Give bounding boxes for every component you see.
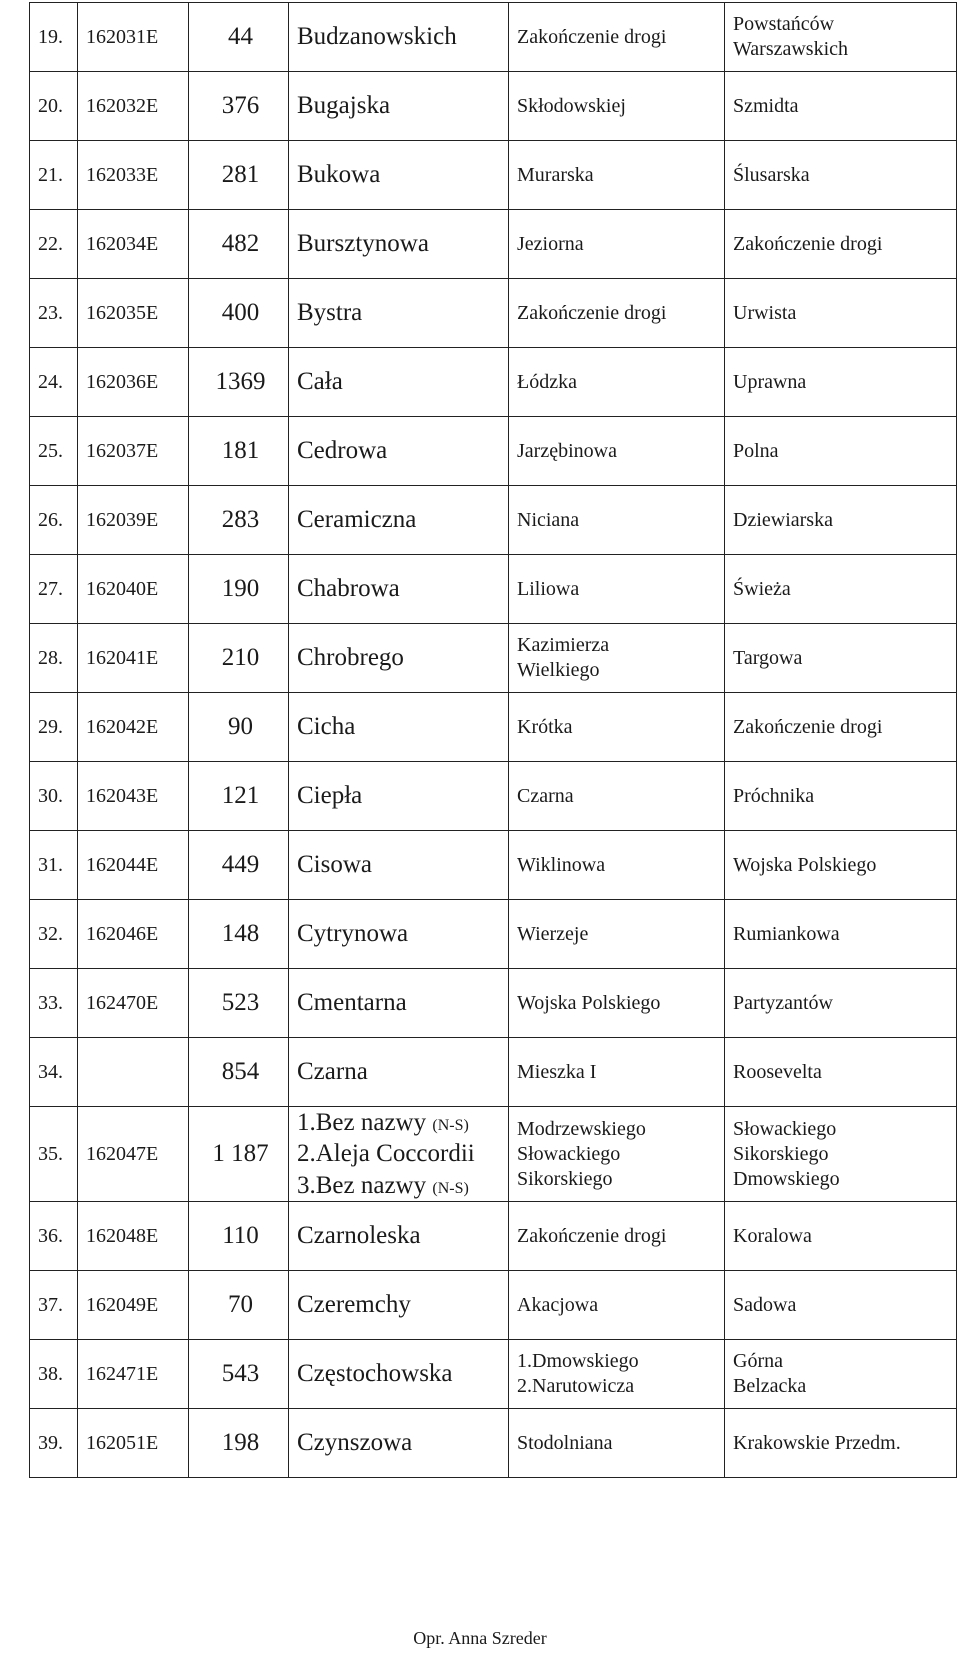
- street-name: [289, 1340, 509, 1409]
- street-name: [289, 693, 509, 762]
- street-name: [289, 486, 509, 555]
- road-start: [509, 72, 725, 141]
- road-end-line: Powstańców: [733, 13, 835, 35]
- road-length: 376: [189, 72, 289, 141]
- road-end-line: Partyzantów: [733, 991, 833, 1014]
- road-start: [509, 1202, 725, 1271]
- road-length: 1369: [189, 348, 289, 417]
- table-row: [30, 555, 957, 624]
- row-number: 34.: [30, 1038, 78, 1107]
- row-number: 30.: [30, 762, 78, 831]
- street-name-line: Cała: [297, 368, 343, 396]
- road-length: 523: [189, 969, 289, 1038]
- road-length: 198: [189, 1409, 289, 1478]
- road-number: 162037E: [78, 417, 189, 486]
- street-name-line: Bursztynowa: [297, 230, 429, 258]
- table-row: [30, 762, 957, 831]
- table-row: [30, 141, 957, 210]
- row-number: 21.: [30, 141, 78, 210]
- road-start-line: Wielkiego: [517, 659, 600, 681]
- road-end-line: Urwista: [733, 301, 797, 324]
- road-start-line: Niciana: [517, 508, 580, 531]
- table-row: [30, 210, 957, 279]
- street-name: [289, 1107, 509, 1202]
- street-name: [289, 900, 509, 969]
- table-row: [30, 3, 957, 72]
- street-name: [289, 141, 509, 210]
- road-start-line: Kazimierza: [517, 634, 610, 656]
- road-start: [509, 1038, 725, 1107]
- table-row: [30, 900, 957, 969]
- road-length: 70: [189, 1271, 289, 1340]
- road-start-line: Krótka: [517, 715, 573, 738]
- road-end: [725, 348, 957, 417]
- table-row: [30, 1202, 957, 1271]
- row-number: 36.: [30, 1202, 78, 1271]
- road-start: [509, 348, 725, 417]
- road-number: 162048E: [78, 1202, 189, 1271]
- street-name-line: Cytrynowa: [297, 920, 409, 948]
- road-start-line: Wierzeje: [517, 922, 589, 945]
- road-end-line: Ślusarska: [733, 163, 810, 186]
- table-row: [30, 486, 957, 555]
- street-name-line: Czeremchy: [297, 1291, 411, 1319]
- row-number: 26.: [30, 486, 78, 555]
- table-row: [30, 1271, 957, 1340]
- street-name: [289, 417, 509, 486]
- road-start-line: Modrzewskiego: [517, 1117, 646, 1140]
- road-start: [509, 624, 725, 693]
- row-number: 19.: [30, 3, 78, 72]
- road-start: [509, 486, 725, 555]
- street-name: [289, 624, 509, 693]
- road-start: [509, 693, 725, 762]
- row-number: 25.: [30, 417, 78, 486]
- road-end-line: Polna: [733, 439, 779, 462]
- road-end-line: Słowackiego: [733, 1117, 837, 1140]
- street-name: [289, 762, 509, 831]
- road-start-line: 2.Narutowicza: [517, 1375, 635, 1397]
- road-start-line: Zakończenie drogi: [517, 301, 667, 324]
- street-name: [289, 969, 509, 1038]
- road-end-line: Wojska Polskiego: [733, 853, 877, 876]
- road-start-line: Łódzka: [517, 370, 577, 393]
- road-start: [509, 3, 725, 72]
- road-start-line: Murarska: [517, 163, 594, 186]
- row-number: 28.: [30, 624, 78, 693]
- table-row: [30, 72, 957, 141]
- road-end-line: Koralowa: [733, 1224, 812, 1247]
- road-length: 482: [189, 210, 289, 279]
- road-start-line: Sikorskiego: [517, 1167, 613, 1190]
- street-name: [289, 1202, 509, 1271]
- road-length: 121: [189, 762, 289, 831]
- street-name-line: Ciepła: [297, 782, 363, 810]
- footer-author: Opr. Anna Szreder: [413, 1628, 547, 1648]
- road-end-line: Krakowskie Przedm.: [733, 1431, 901, 1454]
- table-row: [30, 1409, 957, 1478]
- road-end: [725, 1340, 957, 1409]
- road-number: 162471E: [78, 1340, 189, 1409]
- road-end-line: Próchnika: [733, 784, 815, 807]
- road-number: 162043E: [78, 762, 189, 831]
- table-row: [30, 831, 957, 900]
- street-name: [289, 279, 509, 348]
- road-end: [725, 624, 957, 693]
- row-number: 38.: [30, 1340, 78, 1409]
- road-start: [509, 417, 725, 486]
- street-name-line: 1.Bez nazwy (N-S): [297, 1109, 469, 1137]
- road-end: [725, 969, 957, 1038]
- street-name: [289, 348, 509, 417]
- road-number: 162047E: [78, 1107, 189, 1202]
- road-length: 854: [189, 1038, 289, 1107]
- road-start-line: Słowackiego: [517, 1142, 621, 1165]
- direction-note: (N-S): [432, 1117, 469, 1135]
- road-end-line: Dmowskiego: [733, 1167, 840, 1190]
- road-start-line: Stodolniana: [517, 1431, 613, 1454]
- street-name: [289, 1038, 509, 1107]
- road-start-line: Akacjowa: [517, 1293, 599, 1316]
- road-start: [509, 555, 725, 624]
- road-end-line: Świeża: [733, 577, 791, 600]
- road-length: 148: [189, 900, 289, 969]
- row-number: 20.: [30, 72, 78, 141]
- road-end: [725, 1271, 957, 1340]
- road-length: 181: [189, 417, 289, 486]
- road-number: [78, 1038, 189, 1107]
- table-row: [30, 279, 957, 348]
- table-row: [30, 417, 957, 486]
- road-start: [509, 969, 725, 1038]
- road-start: [509, 1340, 725, 1409]
- street-name-line: Cisowa: [297, 851, 372, 879]
- street-name: [289, 1271, 509, 1340]
- roads-table-body: [30, 3, 957, 1478]
- row-number: 24.: [30, 348, 78, 417]
- road-start-line: Mieszka I: [517, 1060, 597, 1083]
- row-number: 27.: [30, 555, 78, 624]
- road-end-line: Warszawskich: [733, 38, 849, 60]
- road-number: 162039E: [78, 486, 189, 555]
- street-name-line: Chabrowa: [297, 575, 400, 603]
- roads-table: [29, 2, 957, 1478]
- road-start: [509, 900, 725, 969]
- road-end-line: Belzacka: [733, 1375, 807, 1397]
- row-number: 29.: [30, 693, 78, 762]
- road-number: 162470E: [78, 969, 189, 1038]
- street-name-line: Budzanowskich: [297, 23, 457, 51]
- road-end-line: Targowa: [733, 646, 803, 669]
- road-length: 543: [189, 1340, 289, 1409]
- road-length: 210: [189, 624, 289, 693]
- road-length: 1 187: [189, 1107, 289, 1202]
- direction-note: (N-S): [432, 1179, 469, 1197]
- road-start-line: Czarna: [517, 784, 574, 807]
- road-start-line: Skłodowskiej: [517, 94, 626, 117]
- road-end-line: Roosevelta: [733, 1060, 822, 1083]
- road-end: [725, 1038, 957, 1107]
- road-end-line: Szmidta: [733, 94, 799, 117]
- street-name: [289, 72, 509, 141]
- street-name-line: 3.Bez nazwy (N-S): [297, 1171, 469, 1199]
- road-length: 283: [189, 486, 289, 555]
- road-number: 162051E: [78, 1409, 189, 1478]
- road-number: 162049E: [78, 1271, 189, 1340]
- road-number: 162041E: [78, 624, 189, 693]
- table-row: [30, 348, 957, 417]
- road-end-line: Sikorskiego: [733, 1142, 829, 1165]
- road-start: [509, 831, 725, 900]
- road-start: [509, 141, 725, 210]
- road-number: 162035E: [78, 279, 189, 348]
- road-end: [725, 417, 957, 486]
- road-number: 162044E: [78, 831, 189, 900]
- road-end: [725, 693, 957, 762]
- road-end-line: Sadowa: [733, 1293, 797, 1316]
- road-end: [725, 1107, 957, 1202]
- road-length: 90: [189, 693, 289, 762]
- street-name: [289, 3, 509, 72]
- table-row: [30, 693, 957, 762]
- road-end: [725, 1409, 957, 1478]
- road-start-line: Liliowa: [517, 577, 580, 600]
- row-number: 31.: [30, 831, 78, 900]
- road-length: 281: [189, 141, 289, 210]
- road-end: [725, 72, 957, 141]
- road-number: 162046E: [78, 900, 189, 969]
- road-length: 449: [189, 831, 289, 900]
- road-end: [725, 762, 957, 831]
- road-length: 400: [189, 279, 289, 348]
- road-number: 162034E: [78, 210, 189, 279]
- road-end: [725, 900, 957, 969]
- table-row: [30, 1107, 957, 1202]
- street-name-line: Chrobrego: [297, 644, 404, 672]
- row-number: 39.: [30, 1409, 78, 1478]
- road-end: [725, 279, 957, 348]
- street-name-line: Bugajska: [297, 92, 391, 120]
- table-row: [30, 969, 957, 1038]
- road-start-line: Zakończenie drogi: [517, 1224, 667, 1247]
- road-length: 190: [189, 555, 289, 624]
- road-start: [509, 1271, 725, 1340]
- row-number: 33.: [30, 969, 78, 1038]
- row-number: 23.: [30, 279, 78, 348]
- road-start-line: Zakończenie drogi: [517, 25, 667, 48]
- row-number: 37.: [30, 1271, 78, 1340]
- road-end-line: Zakończenie drogi: [733, 715, 883, 738]
- street-name-line: Czarnoleska: [297, 1222, 421, 1250]
- street-name-line: Cicha: [297, 713, 356, 741]
- road-end: [725, 831, 957, 900]
- road-end-line: Zakończenie drogi: [733, 232, 883, 255]
- road-end: [725, 3, 957, 72]
- street-name-line: Czynszowa: [297, 1429, 413, 1457]
- road-start-line: Jarzębinowa: [517, 439, 617, 462]
- street-name-line: Ceramiczna: [297, 506, 417, 534]
- road-number: 162040E: [78, 555, 189, 624]
- road-end: [725, 555, 957, 624]
- road-end-line: Górna: [733, 1350, 783, 1372]
- road-end: [725, 210, 957, 279]
- road-end-line: Rumiankowa: [733, 922, 840, 945]
- street-name-line: Bystra: [297, 299, 363, 327]
- street-name: [289, 555, 509, 624]
- road-end-line: Dziewiarska: [733, 508, 833, 531]
- road-length: 44: [189, 3, 289, 72]
- street-name-line: Cmentarna: [297, 989, 407, 1017]
- table-row: [30, 1340, 957, 1409]
- road-start-line: Wiklinowa: [517, 853, 606, 876]
- street-name-line: Czarna: [297, 1058, 368, 1086]
- street-name-line: Bukowa: [297, 161, 381, 189]
- street-name: [289, 210, 509, 279]
- road-end: [725, 1202, 957, 1271]
- row-number: 22.: [30, 210, 78, 279]
- road-start: [509, 210, 725, 279]
- road-number: 162036E: [78, 348, 189, 417]
- road-end: [725, 141, 957, 210]
- road-end: [725, 486, 957, 555]
- street-name: [289, 831, 509, 900]
- road-number: 162031E: [78, 3, 189, 72]
- road-number: 162032E: [78, 72, 189, 141]
- street-name-line: Cedrowa: [297, 437, 388, 465]
- table-row: [30, 1038, 957, 1107]
- road-start-line: Wojska Polskiego: [517, 991, 661, 1014]
- road-start-line: Jeziorna: [517, 232, 584, 255]
- road-start: [509, 279, 725, 348]
- table-row: [30, 624, 957, 693]
- road-start: [509, 762, 725, 831]
- road-end-line: Uprawna: [733, 370, 807, 393]
- road-start: [509, 1107, 725, 1202]
- road-start: [509, 1409, 725, 1478]
- row-number: 35.: [30, 1107, 78, 1202]
- road-start-line: 1.Dmowskiego: [517, 1350, 639, 1372]
- street-name-line: Częstochowska: [297, 1360, 453, 1388]
- street-name: [289, 1409, 509, 1478]
- street-name-line: 2.Aleja Coccordii: [297, 1140, 475, 1168]
- road-number: 162033E: [78, 141, 189, 210]
- road-number: 162042E: [78, 693, 189, 762]
- row-number: 32.: [30, 900, 78, 969]
- road-length: 110: [189, 1202, 289, 1271]
